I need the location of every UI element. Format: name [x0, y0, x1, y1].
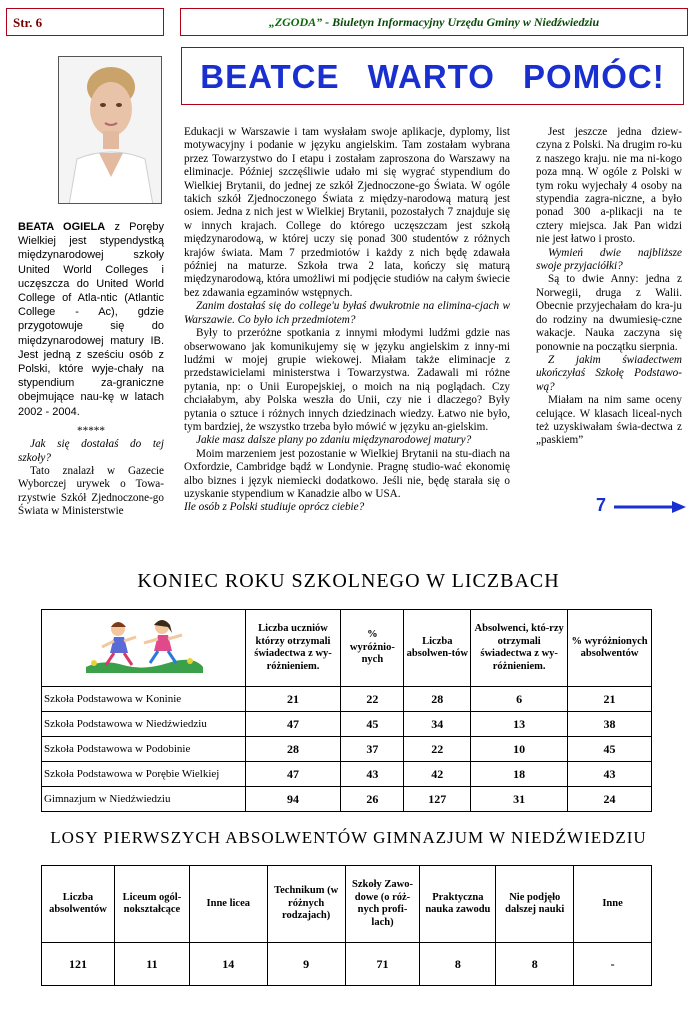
running-children-icon	[78, 615, 208, 677]
graduates-heading: LOSY PIERWSZYCH ABSOLWENTÓW GIMNAZJUM W NIEDŹWIEDZIU	[50, 828, 647, 847]
table-cell: 9	[267, 943, 345, 986]
table-cell: 47	[245, 762, 341, 787]
school-name: Szkoła Podstawowa w Porębie Wielkiej	[42, 762, 246, 787]
page-number-box	[6, 8, 164, 36]
bio-name: BEATA OGIELA	[18, 221, 106, 233]
table-cell: 45	[341, 712, 404, 737]
table-row	[42, 737, 652, 762]
stats-header-row	[42, 610, 652, 687]
table-cell: 22	[404, 737, 471, 762]
article-column-1	[18, 220, 164, 519]
graduates-col-header: Technikum (w różnych rodzajach)	[267, 866, 345, 943]
graduates-col-header: Inne	[574, 866, 652, 943]
table-cell: -	[574, 943, 652, 986]
table-cell: 11	[114, 943, 189, 986]
table-cell: 13	[471, 712, 568, 737]
page-number: Str. 6	[13, 15, 43, 30]
question-2: Zanim dostałaś się do college'u byłaś dwukrotnie na elimina-cjach w Warszawie. Co było ich przedmiotem?	[184, 300, 510, 326]
bulletin-name: „ZGODA”	[268, 15, 323, 29]
bio-paragraph	[18, 220, 164, 419]
stats-col-header: % wyróżnio-nych	[341, 610, 404, 687]
table-cell: 121	[42, 943, 115, 986]
table-cell: 34	[404, 712, 471, 737]
stats-table	[41, 609, 652, 812]
graduates-col-header: Nie podjęło dalszej nauki	[496, 866, 574, 943]
stats-heading: KONIEC ROKU SZKOLNEGO W LICZBACH	[137, 570, 560, 592]
bio-text: z Poręby Wielkiej jest stypendystką międzynarodowej szkoły United World Colleges i uczęszcza do United World College of Atla-ntic (Atlantic College - Ac), gdzie przygotowuje się do międzynarodowej matury IB. Jest jedną z sześciu osób z Polski, które wyje-chały na stypendium za-graniczne obejmujące nau-kę w latach 2002 - 2004.	[18, 221, 165, 418]
portrait-photo	[58, 56, 162, 204]
graduates-col-header: Liczba absolwentów	[42, 866, 115, 943]
stats-col-header: Liczba uczniów którzy otrzymali świadectwa z wy-różnieniem.	[245, 610, 341, 687]
table-row	[42, 787, 652, 812]
headline-box	[181, 47, 684, 105]
arrow-right-icon	[596, 497, 688, 517]
answer-1-start: Tato znalazł w Gazecie Wyborczej urywek o Towa-rzystwie Szkół Zjednoczone-go Świata w Ministerstwie	[18, 465, 164, 518]
question-1: Jak się dostałaś do tej szkoły?	[18, 438, 164, 464]
table-cell: 22	[341, 687, 404, 712]
table-cell: 71	[345, 943, 420, 986]
table-cell: 8	[420, 943, 496, 986]
article-headline: BEATCE WARTO POMÓC!	[200, 58, 665, 95]
school-name: Szkoła Podstawowa w Koninie	[42, 687, 246, 712]
graduates-header-row	[42, 866, 652, 943]
answer-3: Moim marzeniem jest pozostanie w Wielkiej Brytanii na stu-diach na Oxfordzie, Cambridge bądź w Londynie. Pragnę studio-wać ekonomię albo biznes i język niemiecki dodatkowo. Jeśli nie, będę starała się o uzyskanie stypendium w Kanadzie albo w USA.	[184, 447, 510, 500]
answer-4: Jest jeszcze jedna dziew-czyna z Polski. Na drugim ro-ku z naszego kraju. nie ma ni-kogo poza mną. W ogóle z Polski w tym roku wyjechały 4 osoby na stypendia zagra-niczne, a było ponad 300 a-plikacji na te cztery miejsca. Jak Pan widzi nie jest łatwo i prosto.	[536, 126, 682, 246]
continued-arrow	[596, 497, 688, 517]
table-cell: 38	[568, 712, 652, 737]
school-name: Szkoła Podstawowa w Podobinie	[42, 737, 246, 762]
table-cell: 127	[404, 787, 471, 812]
separator: *****	[77, 424, 105, 437]
continued-page-number: 7	[596, 495, 607, 515]
table-cell: 14	[189, 943, 267, 986]
question-5: Wymień dwie najbliższe swoje przyjaciółki?	[536, 246, 682, 273]
bulletin-title-box	[180, 8, 688, 36]
answer-6: Miałam na nim same oceny celujące. W klasach liceal-nych też uzyskiwałam świa-dectwa z „paskiem”	[536, 394, 682, 447]
table-cell: 10	[471, 737, 568, 762]
table-cell: 26	[341, 787, 404, 812]
table-cell: 43	[341, 762, 404, 787]
table-cell: 42	[404, 762, 471, 787]
school-name: Gimnazjum w Niedźwiedziu	[42, 787, 246, 812]
portrait-image	[59, 57, 162, 204]
article-column-2	[184, 126, 510, 515]
stats-col-header: Absolwenci, któ-rzy otrzymali świadectwa z wy-różnieniem.	[471, 610, 568, 687]
question-4: Ile osób z Polski studiuje oprócz ciebie?	[184, 501, 365, 514]
answer-2: Były to przeróżne spotkania z innymi młodymi ludźmi gdzie nas obserwowano jak komunikujemy się w języku angielskim z inny-mi ludźmi w mojej grupie wiekowej. Miałam także eliminacje z przedstawicielami ministerstwa i Towarzystwa. Zadawali mi różne pytania, np: o Unii Europejskiej, o moich na nią poglądach. Czy chciałabym, aby Polska weszła do Unii, czy nie i dlaczego? Były pytania o sztuce i różnych innych dziedzinach wiedzy. Łatwo nie było, tym bardziej, że wszystko trzeba było mówić w języku an-gielskim.	[184, 327, 510, 433]
table-cell: 8	[496, 943, 574, 986]
article-column-3	[536, 126, 682, 448]
table-cell: 43	[568, 762, 652, 787]
graduates-col-header: Inne licea	[189, 866, 267, 943]
table-cell: 94	[245, 787, 341, 812]
school-name: Szkoła Podstawowa w Niedźwiedziu	[42, 712, 246, 737]
table-cell: 21	[568, 687, 652, 712]
graduates-table	[41, 865, 652, 986]
table-cell: 47	[245, 712, 341, 737]
table-cell: 37	[341, 737, 404, 762]
table-cell: 28	[404, 687, 471, 712]
table-cell: 31	[471, 787, 568, 812]
stats-col-header: % wyróżnionych absolwentów	[568, 610, 652, 687]
table-row	[42, 712, 652, 737]
question-6: Z jakim świadectwem ukończyłaś Szkołę Podstawo-wą?	[536, 353, 682, 393]
table-cell: 28	[245, 737, 341, 762]
table-row	[42, 762, 652, 787]
table-row	[42, 943, 652, 986]
table-cell: 6	[471, 687, 568, 712]
table-cell: 21	[245, 687, 341, 712]
table-cell: 24	[568, 787, 652, 812]
graduates-col-header: Liceum ogól-nokształcące	[114, 866, 189, 943]
table-cell: 18	[471, 762, 568, 787]
graduates-col-header: Praktyczna nauka zawodu	[420, 866, 496, 943]
table-row	[42, 687, 652, 712]
table-cell: 45	[568, 737, 652, 762]
question-3: Jakie masz dalsze plany po zdaniu międzynarodowej matury?	[196, 434, 472, 447]
bulletin-subtitle: - Biuletyn Informacyjny Urzędu Gminy w Niedźwiedziu	[322, 15, 600, 29]
stats-col-header: Liczba absolwen-tów	[404, 610, 471, 687]
answer-1-continued: Edukacji w Warszawie i tam wysłałam swoje aplikacje, dyplomy, list motywacyjny i podanie w języku angielskim. Tam zostałam wybrana przez Towarzystwo do I etapu i zostałam zaproszona do Warszawy na eliminacje. Później szczęśliwie udało mi się wygrać stypendium do Wielkiej Brytanii, do jednej ze szkół Zjednoczone-go Świata. W ogóle takich szkół Zjednoczonego Świata z między-narodową maturą jest osiem. Jedna z nich jest w Wielkiej Brytanii, pozostałych 7 znajduje się w innych krajach. College do którego uczęszczam jest szkołą międzynarodową, w której uczy się ponad 300 studentów z różnych krajów świata. Mam 7 przedmiotów i każdy z nich będę zdawała później na maturze. Szkoła trwa 2 lata, kończy się maturą międzynarodową, która umożliwi mi podjęcie studiów na całym świecie bez zdawania egzaminów wstępnych.	[184, 126, 510, 299]
graduates-col-header: Szkoły Zawo-dowe (o róż-nych profi-lach)	[345, 866, 420, 943]
answer-5: Są to dwie Anny: jedna z Norwegii, druga z Walii. Obecnie przyjechałam do kra-ju do rodziny na dwumiesię-czne wakacje. Nauka zaczyna się ponownie na początku sierpnia.	[536, 273, 682, 353]
running-kids-illustration	[42, 610, 246, 687]
